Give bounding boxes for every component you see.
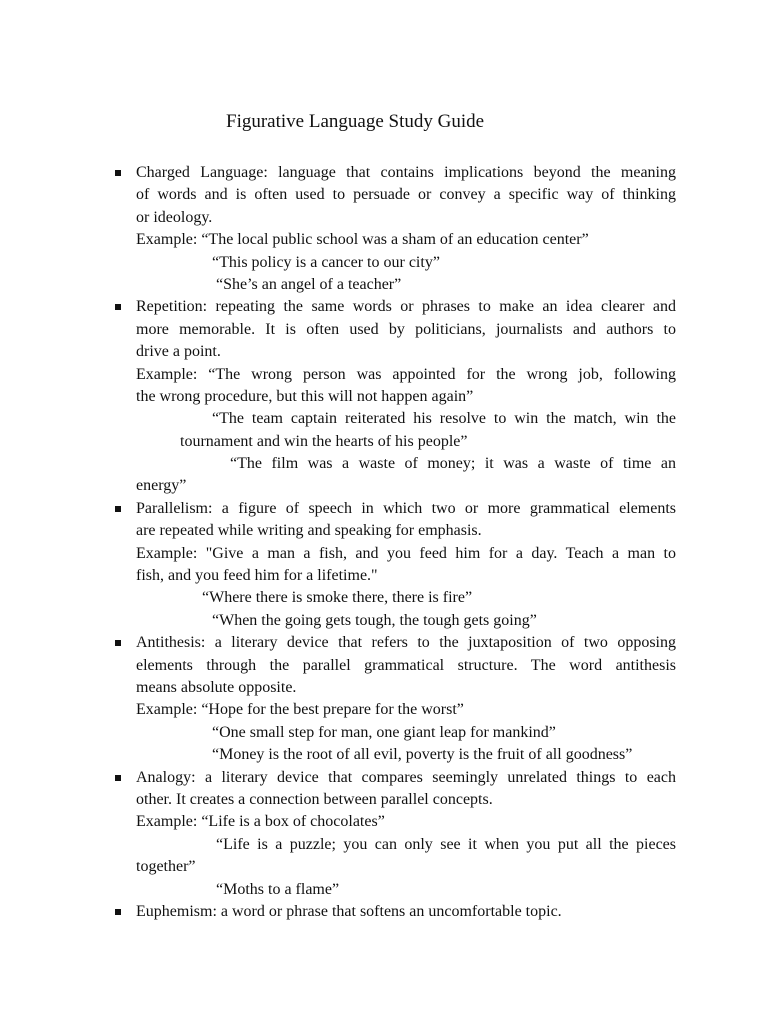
definition-line: Charged Language: language that contains implications beyond the meaning (136, 164, 676, 181)
example-line: Example: “Life is a box of chocolates” (136, 813, 385, 831)
example-line: Example: “The wrong person was appointed for the wrong job, following (136, 365, 676, 383)
definition-line: elements through the parallel grammatical structure. The word antithesis (136, 656, 676, 674)
square-bullet-icon (115, 170, 121, 176)
square-bullet-icon (115, 909, 121, 915)
example-line: together” (136, 858, 196, 876)
definition-line: other. It creates a connection between parallel concepts. (136, 790, 493, 808)
square-bullet-icon (115, 304, 121, 310)
square-bullet-icon (115, 640, 121, 646)
definition-line: or ideology. (136, 208, 213, 226)
example-line: Example: “The local public school was a sham of an education center” (136, 231, 589, 249)
definition-line: means absolute opposite. (136, 678, 297, 696)
example-line: Example: “Hope for the best prepare for the worst” (136, 701, 464, 719)
example-line: energy” (136, 477, 187, 495)
example-line: fish, and you feed him for a lifetime." (136, 567, 378, 585)
example-line: Example: "Give a man a fish, and you feed him for a day. Teach a man to (136, 544, 676, 562)
definition-line: more memorable. It is often used by politicians, journalists and authors to (136, 320, 676, 338)
example-line: the wrong procedure, but this will not happen again” (136, 387, 474, 405)
definition-line: Analogy: a literary device that compares seemingly unrelated things to each (136, 768, 676, 786)
list-item-antithesis (0, 632, 676, 766)
term-list (0, 162, 768, 923)
example-line: “Moths to a flame” (216, 880, 340, 898)
example-line: “The film was a waste of money; it was a waste of time an (230, 455, 676, 473)
example-line: “This policy is a cancer to our city” (212, 253, 440, 271)
list-item-charged-language (0, 162, 676, 296)
definition-line: Parallelism: a figure of speech in which two or more grammatical elements (136, 499, 676, 517)
definition-line: Repetition: repeating the same words or phrases to make an idea clearer and (136, 298, 676, 316)
list-item-analogy (0, 767, 676, 901)
page-title: Figurative Language Study Guide (226, 111, 485, 132)
example-line: “When the going gets tough, the tough gets going” (212, 611, 537, 629)
list-item-parallelism (0, 498, 676, 632)
example-line: “Life is a puzzle; you can only see it when you put all the pieces (216, 835, 676, 853)
definition-line: of words and is often used to persuade or convey a specific way of thinking (136, 186, 676, 204)
definition-line: Antithesis: a literary device that refers to the juxtaposition of two opposing (136, 634, 676, 652)
definition-line: Euphemism: a word or phrase that softens an uncomfortable topic. (136, 902, 562, 920)
example-line: tournament and win the hearts of his people” (180, 432, 468, 450)
square-bullet-icon (115, 506, 121, 512)
example-line: “Where there is smoke there, there is fire” (202, 589, 473, 607)
definition-line: drive a point. (136, 343, 221, 361)
example-line: “Money is the root of all evil, poverty is the fruit of all goodness” (212, 746, 633, 764)
list-item-repetition (0, 296, 676, 498)
example-line: “She’s an angel of a teacher” (216, 275, 402, 293)
square-bullet-icon (115, 775, 121, 781)
definition-line: are repeated while writing and speaking for emphasis. (136, 522, 482, 540)
example-line: “One small step for man, one giant leap for mankind” (212, 723, 556, 741)
example-line: “The team captain reiterated his resolve to win the match, win the (212, 410, 676, 428)
list-item-euphemism (0, 901, 676, 923)
